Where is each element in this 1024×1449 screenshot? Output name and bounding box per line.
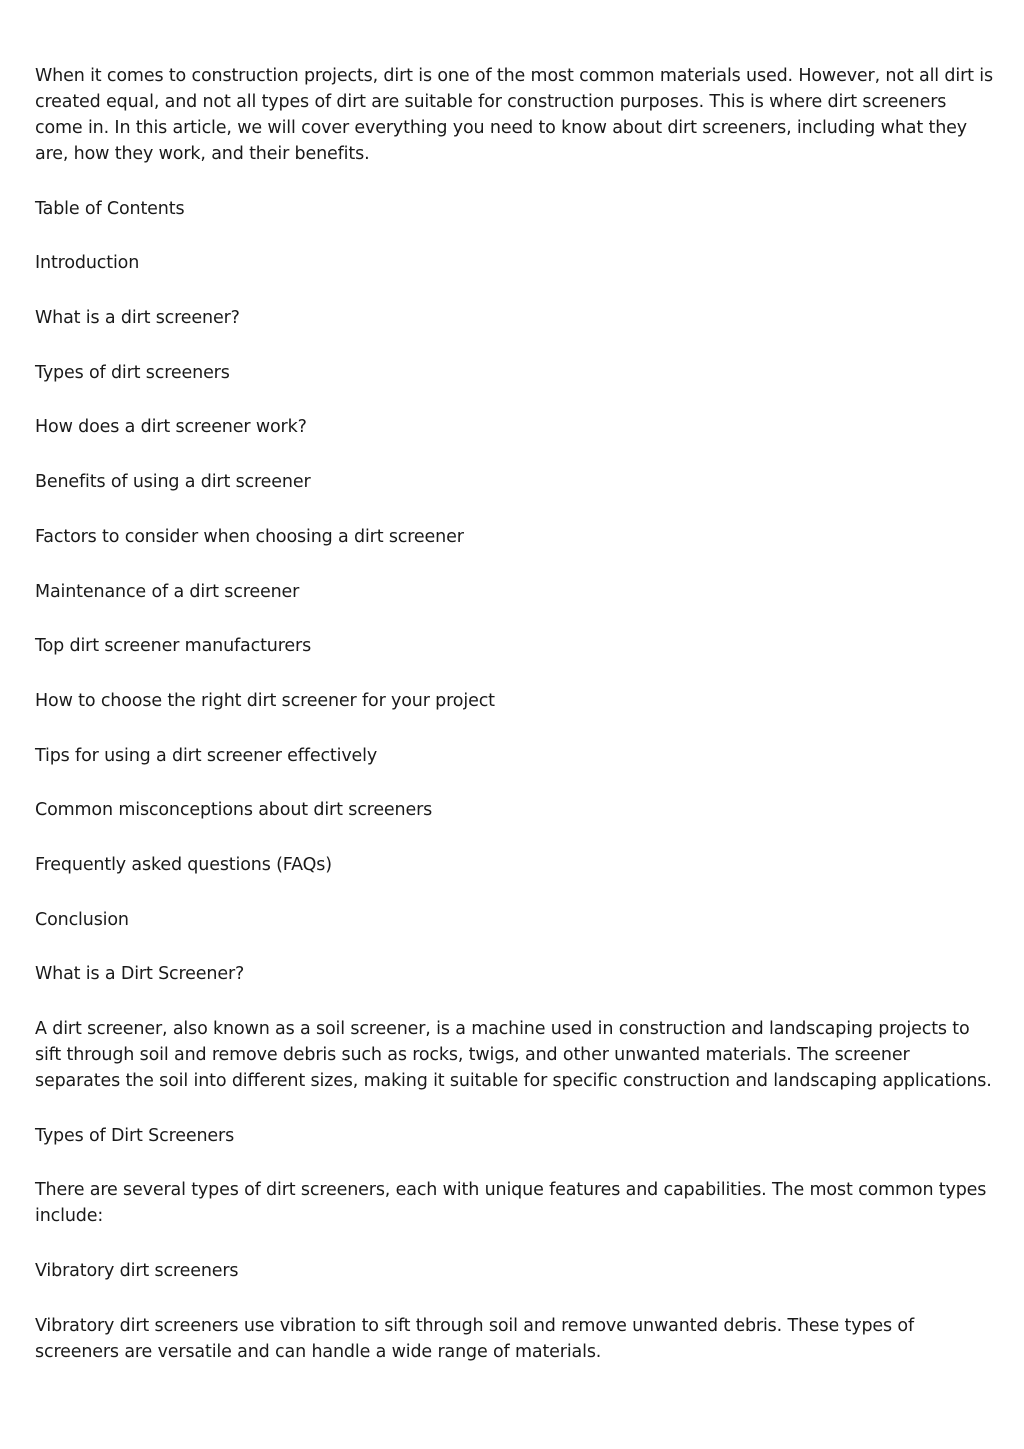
section-heading-what-is: What is a Dirt Screener? <box>35 964 245 985</box>
section-body-types: There are several types of dirt screeners, each with unique features and capabilities. The most common types include: <box>35 1180 987 1227</box>
toc-item-conclusion: Conclusion <box>35 909 129 930</box>
section-body-vibratory: Vibratory dirt screeners use vibration to sift through soil and remove unwanted debris. These types of screeners are versatile and can handle a wide range of materials. <box>35 1315 914 1362</box>
toc-item-choose-right: How to choose the right dirt screener for your project <box>35 690 495 711</box>
toc-item-factors: Factors to consider when choosing a dirt screener <box>35 526 464 547</box>
toc-item-faqs: Frequently asked questions (FAQs) <box>35 854 332 875</box>
toc-item-manufacturers: Top dirt screener manufacturers <box>35 636 312 657</box>
toc-item-benefits: Benefits of using a dirt screener <box>35 472 311 493</box>
toc-item-types: Types of dirt screeners <box>35 362 230 383</box>
section-body-what-is: A dirt screener, also known as a soil screener, is a machine used in construction and landscaping projects to sift through soil and remove debris such as rocks, twigs, and other unwanted materials. The screener separates the soil into different sizes, making it suitable for specific construction and landscaping applications. <box>35 1019 992 1091</box>
section-heading-vibratory: Vibratory dirt screeners <box>35 1261 239 1282</box>
toc-item-tips: Tips for using a dirt screener effectively <box>35 745 378 766</box>
toc-title: Table of Contents <box>35 198 185 219</box>
toc-item-maintenance: Maintenance of a dirt screener <box>35 581 300 602</box>
toc-item-what-is: What is a dirt screener? <box>35 308 240 329</box>
toc-item-misconceptions: Common misconceptions about dirt screeners <box>35 800 433 821</box>
toc-item-introduction: Introduction <box>35 253 140 274</box>
section-heading-types: Types of Dirt Screeners <box>35 1125 235 1146</box>
toc-item-how-works: How does a dirt screener work? <box>35 417 307 438</box>
article-body <box>35 63 995 1393</box>
intro-paragraph: When it comes to construction projects, dirt is one of the most common materials used. However, not all dirt is created equal, and not all types of dirt are suitable for construction purposes. This is where dirt screeners come in. In this article, we will cover everything you need to know about dirt screeners, including what they are, how they work, and their benefits. <box>35 66 993 164</box>
